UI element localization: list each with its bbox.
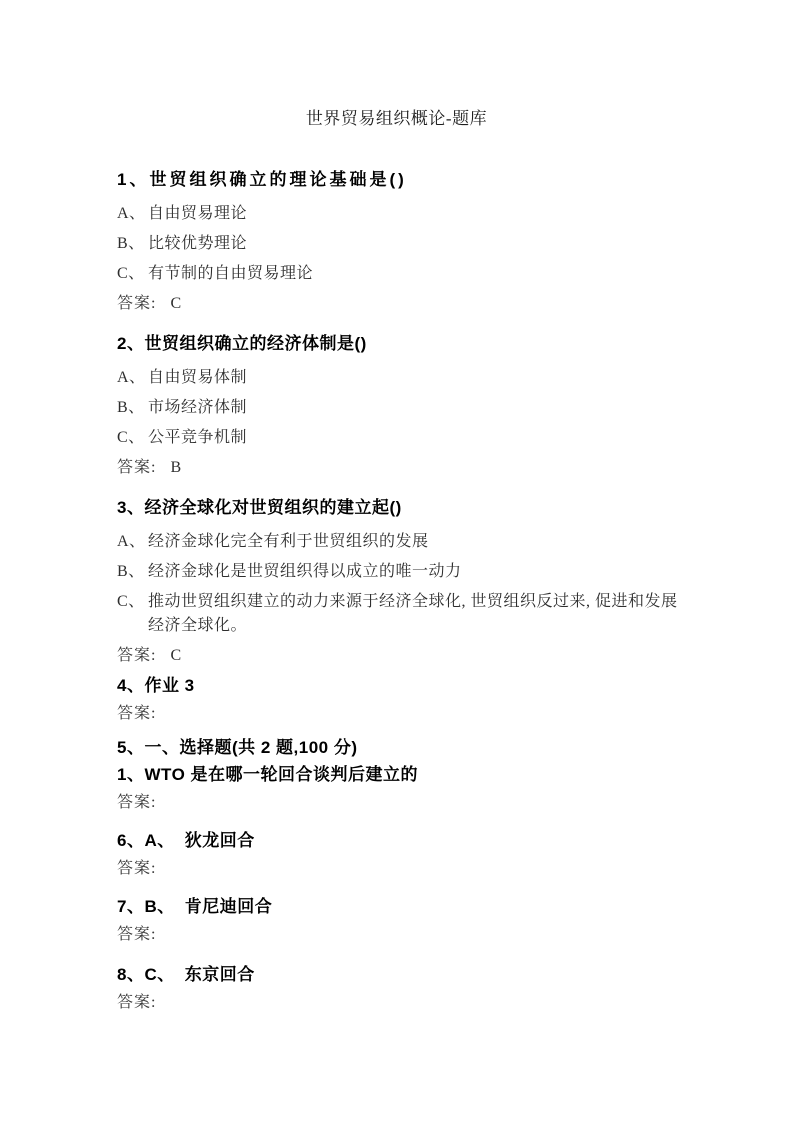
question-6-heading (117, 829, 683, 853)
option-label: C、 (117, 429, 145, 446)
question-block-4 (117, 674, 683, 726)
option-text: 经济金球化是世贸组织得以成立的唯一动力 (148, 563, 462, 580)
answer-value: B (170, 459, 183, 476)
question-1-option-a (117, 202, 683, 226)
question-2-heading: 2、世贸组织确立的经济体制是() (117, 334, 367, 353)
option-label: A、 (117, 205, 146, 222)
question-1-heading: 1、世贸组织确立的理论基础是() (117, 170, 407, 189)
option-text: 自由贸易理论 (148, 205, 248, 222)
question-7-heading-prefix: 7、B、 (117, 897, 175, 916)
question-3-answer-row (117, 644, 683, 668)
question-1-answer-row (117, 292, 683, 316)
option-label: B、 (117, 235, 145, 252)
option-text: 经济金球化完全有利于世贸组织的发展 (148, 533, 429, 550)
question-3-option-a (117, 530, 683, 554)
option-label: A、 (117, 533, 146, 550)
question-3-heading: 3、经济全球化对世贸组织的建立起() (117, 498, 402, 517)
document-title: 世界贸易组织概论-题库 (305, 109, 488, 128)
answer-label: 答案: (117, 647, 157, 664)
question-6-heading-text: 狄龙回合 (184, 831, 255, 850)
question-6-heading-prefix: 6、A、 (117, 831, 175, 850)
question-7-heading-text: 肯尼迪回合 (184, 897, 273, 916)
question-4-answer-row (117, 702, 683, 726)
question-3-option-b (117, 560, 683, 584)
option-label: A、 (117, 369, 146, 386)
answer-value: C (170, 647, 183, 664)
question-1-option-c (117, 262, 683, 286)
question-2-option-a (117, 366, 683, 390)
question-5-subheading: 1、WTO 是在哪一轮回合谈判后建立的 (117, 765, 419, 784)
question-6-answer-row (117, 857, 683, 881)
question-8-heading (117, 963, 683, 987)
document-content (117, 0, 683, 1015)
answer-label: 答案: (117, 794, 157, 811)
question-block-3 (117, 496, 683, 668)
question-7-heading (117, 895, 683, 919)
question-block-5 (117, 736, 683, 815)
question-4-heading: 4、作业 3 (117, 676, 195, 695)
answer-label: 答案: (117, 860, 157, 877)
answer-label: 答案: (117, 926, 157, 943)
option-text: 有节制的自由贸易理论 (148, 265, 314, 282)
answer-label: 答案: (117, 459, 157, 476)
question-block-7 (117, 895, 683, 947)
option-text: 自由贸易体制 (148, 369, 248, 386)
question-2-answer-row (117, 456, 683, 480)
answer-label: 答案: (117, 295, 157, 312)
question-block-8 (117, 963, 683, 1015)
question-7-answer-row (117, 923, 683, 947)
option-label: C、 (117, 593, 145, 610)
question-block-6 (117, 829, 683, 881)
option-label: B、 (117, 399, 145, 416)
option-label: B、 (117, 563, 145, 580)
question-2-option-c (117, 426, 683, 450)
question-8-answer-row (117, 991, 683, 1015)
option-text: 比较优势理论 (148, 235, 248, 252)
option-text: 推动世贸组织建立的动力来源于经济全球化, 世贸组织反过来, 促进和发展经济全球化。 (148, 593, 678, 634)
question-5-heading: 5、一、选择题(共 2 题,100 分) (117, 738, 358, 757)
question-8-heading-text: 东京回合 (184, 965, 255, 984)
answer-value: C (170, 295, 183, 312)
answer-label: 答案: (117, 994, 157, 1011)
question-5-answer-row (117, 791, 683, 815)
question-3-option-c (117, 590, 683, 638)
question-2-option-b (117, 396, 683, 420)
question-block-1 (117, 168, 683, 316)
question-1-option-b (117, 232, 683, 256)
question-block-2 (117, 332, 683, 480)
answer-label: 答案: (117, 705, 157, 722)
question-8-heading-prefix: 8、C、 (117, 965, 175, 984)
option-label: C、 (117, 265, 145, 282)
option-text: 公平竞争机制 (148, 429, 248, 446)
option-text: 市场经济体制 (148, 399, 248, 416)
